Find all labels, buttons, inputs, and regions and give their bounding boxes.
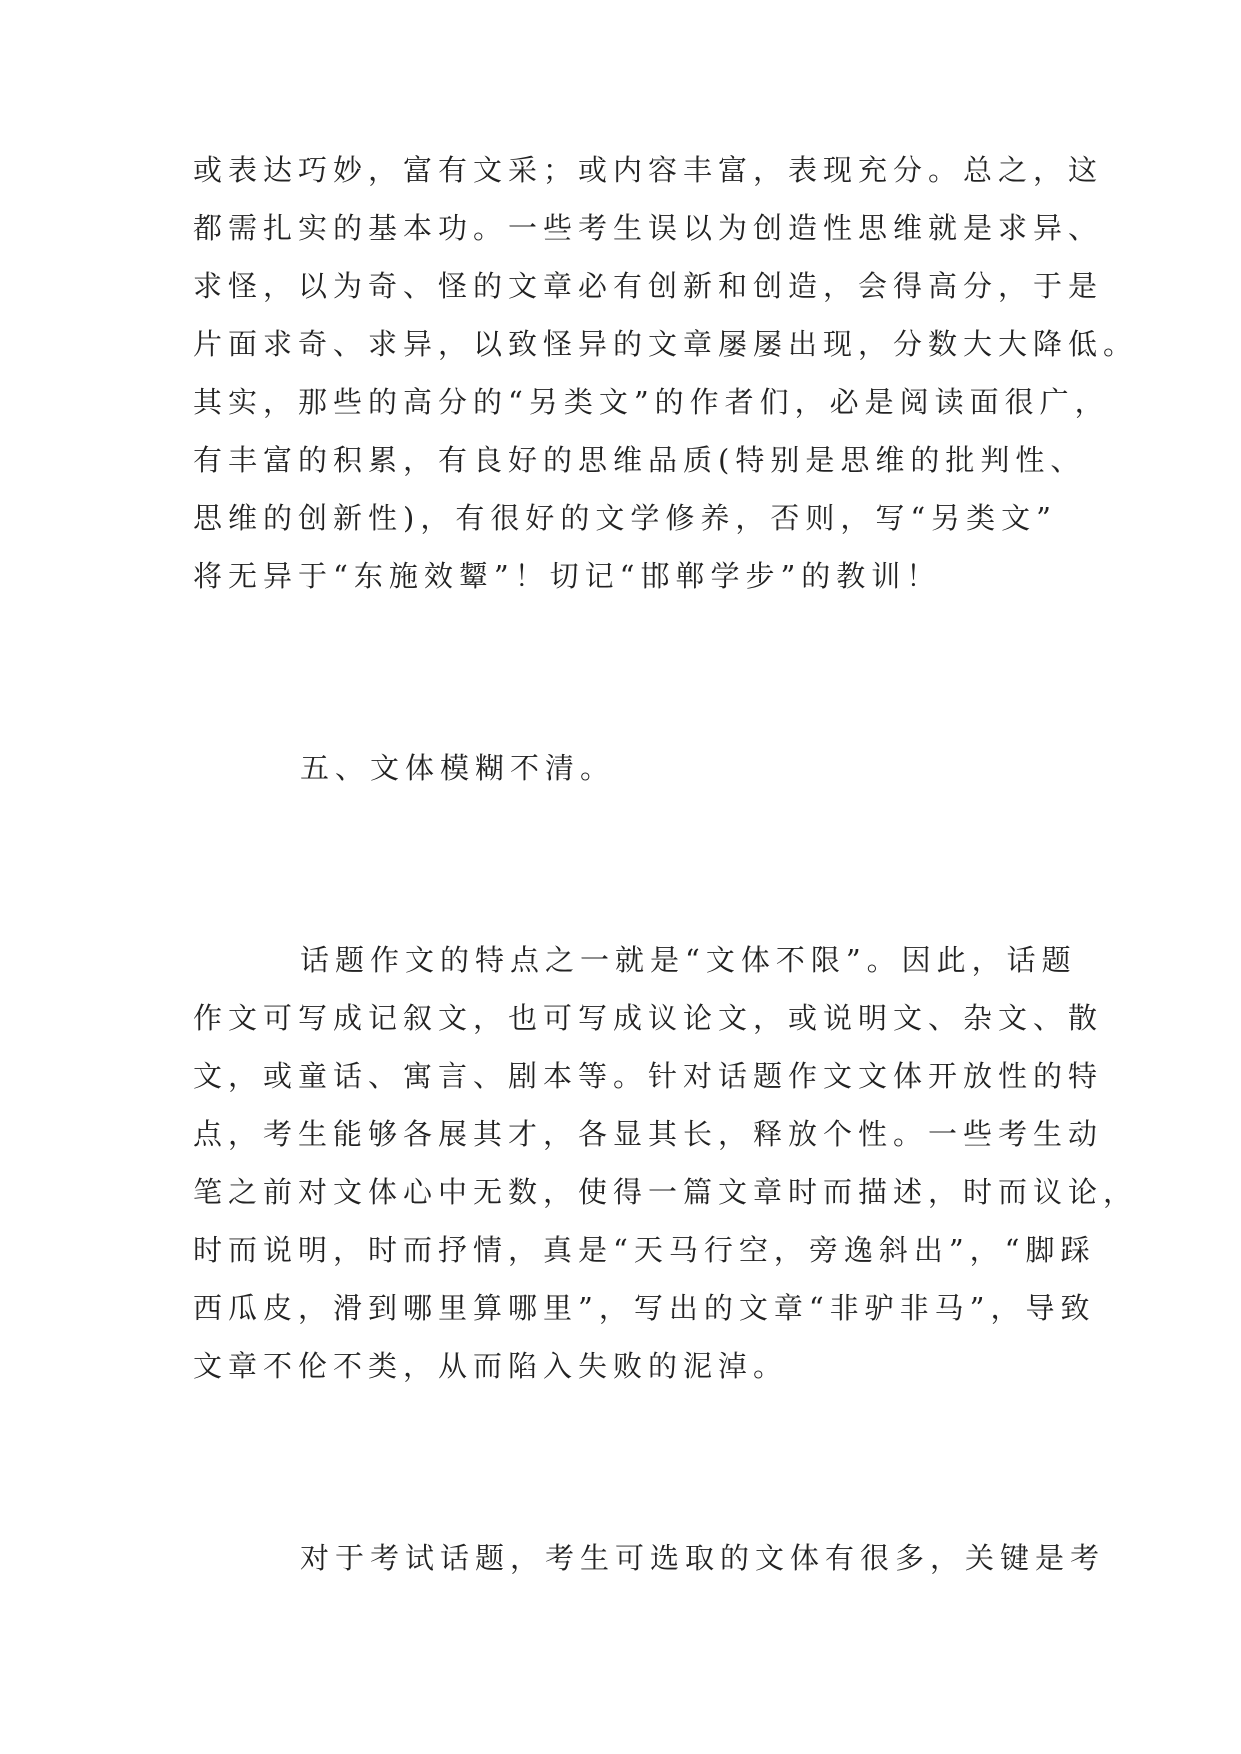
paragraph-line: 笔之前对文体心中无数，使得一篇文章时而描述，时而议论， <box>193 1175 1139 1209</box>
paragraph-line: 西瓜皮，滑到哪里算哪里”，写出的文章“非驴非马”，导致 <box>193 1291 1096 1325</box>
paragraph-line: 求怪，以为奇、怪的文章必有创新和创造，会得高分，于是 <box>193 269 1104 303</box>
paragraph-line: 对于考试话题，考生可选取的文体有很多，关键是考 <box>300 1541 1106 1575</box>
section-heading: 五、文体模糊不清。 <box>300 751 616 785</box>
paragraph-line: 时而说明，时而抒情，真是“天马行空，旁逸斜出”，“脚踩 <box>193 1233 1096 1267</box>
paragraph-line: 思维的创新性)，有很好的文学修养，否则，写“另类文” <box>193 501 1057 535</box>
paragraph-line: 都需扎实的基本功。一些考生误以为创造性思维就是求异、 <box>193 211 1104 245</box>
paragraph-line: 有丰富的积累，有良好的思维品质(特别是思维的批判性、 <box>193 443 1086 477</box>
paragraph-line: 将无异于“东施效颦”！切记“邯郸学步”的教训！ <box>193 559 942 593</box>
paragraph-line: 文章不伦不类，从而陷入失败的泥淖。 <box>193 1349 789 1383</box>
paragraph-line: 片面求奇、求异，以致怪异的文章屡屡出现，分数大大降低。 <box>193 327 1139 361</box>
paragraph-line: 作文可写成记叙文，也可写成议论文，或说明文、杂文、散 <box>193 1001 1104 1035</box>
paragraph-line: 其实，那些的高分的“另类文”的作者们，必是阅读面很广， <box>193 385 1110 419</box>
paragraph-line: 点，考生能够各展其才，各显其长，释放个性。一些考生动 <box>193 1117 1104 1151</box>
paragraph-line: 或表达巧妙，富有文采；或内容丰富，表现充分。总之，这 <box>193 153 1104 187</box>
paragraph-line: 话题作文的特点之一就是“文体不限”。因此，话题 <box>300 943 1077 977</box>
paragraph-line: 文，或童话、寓言、剧本等。针对话题作文文体开放性的特 <box>193 1059 1104 1093</box>
